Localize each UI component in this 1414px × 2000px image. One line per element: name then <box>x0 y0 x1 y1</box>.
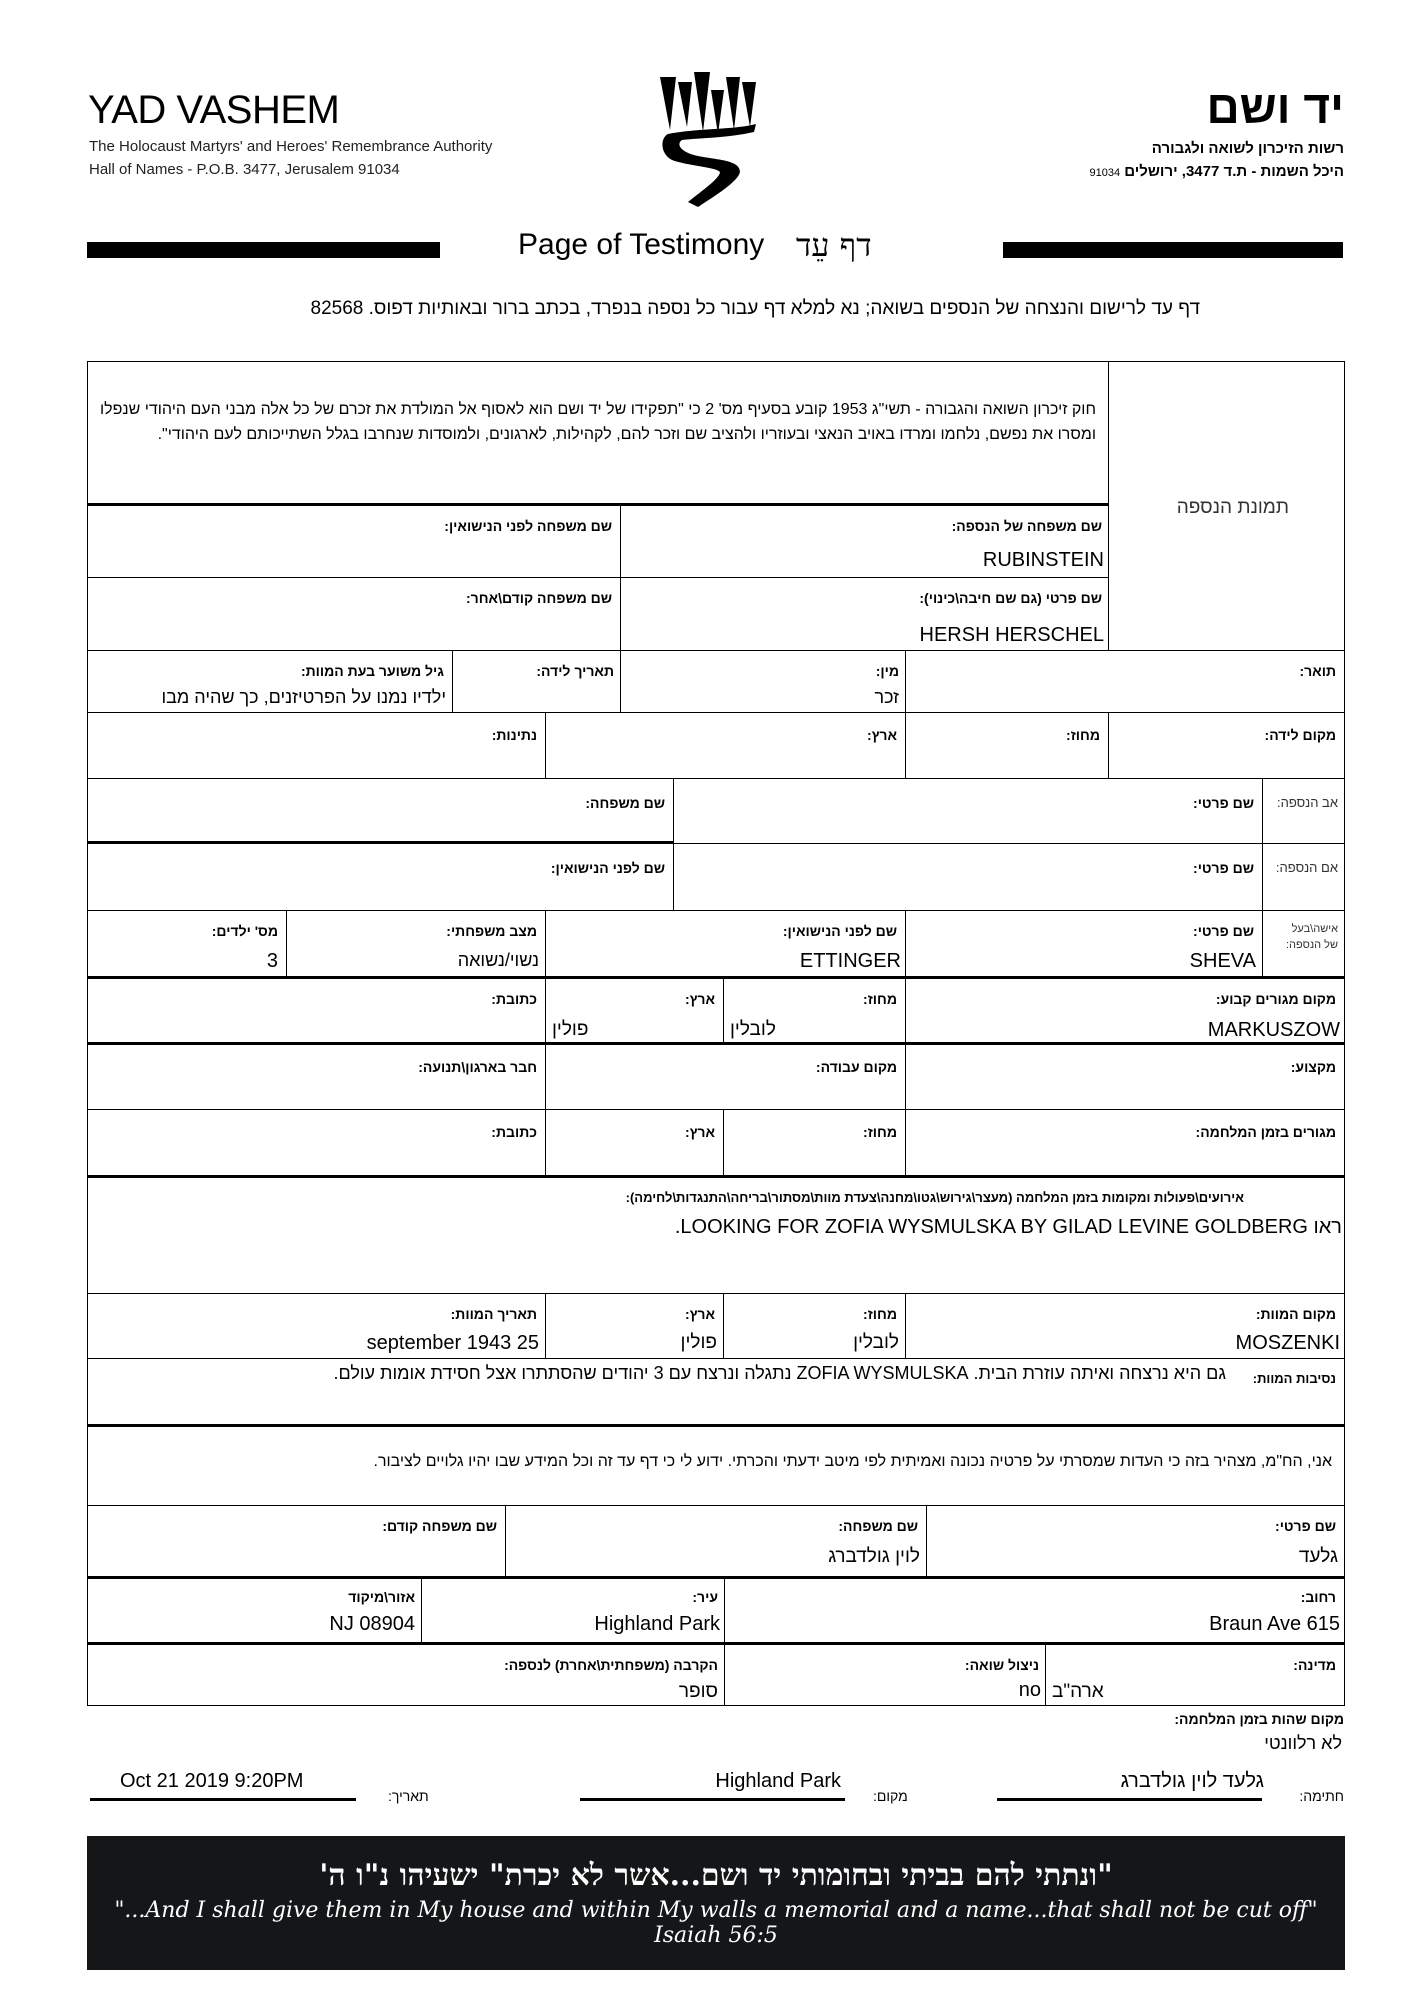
spouse-maiden-name-field[interactable] <box>545 910 906 978</box>
org-name-english: YAD VASHEM <box>88 88 340 132</box>
declaration-text: אני, הח"מ, מצהיר בזה כי העדות שמסרתי על פרטיה נכונה ואמיתית לפי מיטב ידעתי והכרתי. ידוע לי כי דף עד זה וכל המידע שבו יהיו גלויים לציבור. <box>373 1453 1332 1470</box>
label: נסיבות המוות: <box>1252 1371 1336 1386</box>
wartime-residence-field[interactable] <box>905 1109 1345 1177</box>
residence-country-value: פולין <box>552 1019 589 1040</box>
occupation-field[interactable] <box>905 1042 1345 1110</box>
quote-hebrew: "ונתתי להם בביתי ובחומותי יד ושם...אשר לא יכרת" ישעיהו נ"ו ה' <box>319 1858 1113 1893</box>
marital-status-field[interactable] <box>286 910 546 978</box>
wartime-address-field[interactable] <box>87 1109 546 1177</box>
death-country-value: פולין <box>680 1332 717 1353</box>
relation-value: סופר <box>678 1681 718 1702</box>
label: מצב משפחתי: <box>446 923 537 939</box>
submitter-wartime-place-label: מקום שהות בזמן המלחמה: <box>1174 1711 1344 1727</box>
label: שם משפחה קודם\אחר: <box>466 590 612 606</box>
survivor-value: no <box>1018 1679 1041 1701</box>
spouse-row-label-line2: של הנספה: <box>1285 939 1338 951</box>
victim-photo-box[interactable] <box>1108 361 1345 651</box>
spouse-first-name-field[interactable] <box>905 910 1263 978</box>
date-label: תאריך: <box>388 1788 429 1804</box>
label: מחוז: <box>1066 727 1100 743</box>
victim-birth-place-field[interactable] <box>1108 712 1345 779</box>
death-place-field[interactable] <box>905 1293 1345 1359</box>
org-address-hebrew <box>1089 163 1344 180</box>
victim-age-value: ילדיו נמנו על הפרטיזנים, כך שהיה מבו <box>161 687 446 707</box>
label: שם לפני הנישואין: <box>782 923 897 939</box>
relation-field[interactable] <box>87 1642 725 1706</box>
label: כתובת: <box>491 1124 537 1140</box>
submitter-wartime-place-value: לא רלוונטי <box>1264 1733 1342 1753</box>
law-text: חוק זיכרון השואה והגבורה - תשי"ג 1953 קובע בסעיף מס' 2 כי "תפקידו של יד ושם הוא לאסוף אל המולדת את זכרם של כל אלה מבני העם היהודי שנפלו ומסרו את נפשם, נלחמו ומרדו באויב הנאצי ובעוזריו ולהציב שם וזכר להם, לקהילות, לארגונים, ולמוסדות שנחרבו בגלל השתייכותם לעם היהודי". <box>99 401 1096 443</box>
label: אירועים\פעולות ומקומות בזמן המלחמה (מעצר\גירוש\גטו\מחנה\צעדת מוות\מסתור\בריחה\התנגדות\לחימה): <box>625 1190 1244 1205</box>
label: שם פרטי: <box>1193 860 1254 876</box>
death-date-value: september 1943 25 <box>366 1332 539 1354</box>
label: מקום מגורים קבוע: <box>1215 991 1336 1007</box>
wartime-region-field[interactable] <box>723 1109 906 1177</box>
submitter-country-value: ארה"ב <box>1052 1681 1104 1702</box>
signature-line <box>997 1798 1262 1801</box>
wartime-events-field[interactable] <box>87 1175 1345 1294</box>
wartime-events-value: ראו LOOKING FOR ZOFIA WYSMULSKA BY GILAD LEVINE GOLDBERG. <box>674 1216 1342 1238</box>
submitter-country-field[interactable] <box>1045 1642 1345 1706</box>
date-value[interactable]: Oct 21 2019 9:20PM <box>120 1770 304 1792</box>
label: שם פרטי: <box>1193 923 1254 939</box>
victim-birth-date-field[interactable] <box>452 650 621 713</box>
residence-country-field[interactable] <box>545 976 724 1044</box>
label: גיל משוער בעת המוות: <box>300 663 444 679</box>
label: שם משפחה של הנספה: <box>951 518 1102 534</box>
workplace-field[interactable] <box>545 1042 906 1110</box>
label: תואר: <box>1299 663 1336 679</box>
org-address-hebrew-text: היכל השמות - ת.ד 3477, ירושלים <box>1124 163 1344 180</box>
header-right-bar <box>1003 242 1343 258</box>
victim-gender-field[interactable] <box>620 650 906 713</box>
death-country-field[interactable] <box>545 1293 724 1359</box>
children-count-field[interactable] <box>87 910 287 978</box>
label: עיר: <box>692 1589 718 1605</box>
spouse-row-label-cell <box>1262 910 1345 978</box>
father-last-name-field[interactable] <box>87 778 674 844</box>
spouse-row-label-line1: אישה\בעל <box>1291 923 1338 935</box>
submitter-zip-field[interactable] <box>87 1576 422 1643</box>
mother-row-label: אם הנספה: <box>1275 860 1338 875</box>
page-title: Page of Testimony <box>518 228 765 261</box>
date-line <box>90 1798 356 1801</box>
submitter-zip-value: NJ 08904 <box>329 1613 415 1635</box>
residence-region-field[interactable] <box>723 976 906 1044</box>
label: תאריך המוות: <box>450 1306 537 1322</box>
submitter-street-value: Braun Ave 615 <box>1209 1613 1340 1635</box>
residence-address-field[interactable] <box>87 976 546 1044</box>
death-date-field[interactable] <box>87 1293 546 1359</box>
death-place-value: MOSZENKI <box>1235 1332 1340 1354</box>
photo-label: תמונת הנספה <box>1176 497 1289 518</box>
label: מחוז: <box>863 991 897 1007</box>
instructions-text: דף עד לרישום והנצחה של הנספים בשואה; נא למלא דף עבור כל נספה בנפרד, בכתב ברור ובאותיות דפוס. 82568 <box>310 298 1200 319</box>
org-name-hebrew: יד ושם <box>1206 81 1344 133</box>
father-row-label-cell <box>1262 778 1345 844</box>
org-address-english: Hall of Names - P.O.B. 3477, Jerusalem 91034 <box>89 161 400 178</box>
header-left-bar <box>87 242 440 258</box>
label: אזור\מיקוד <box>348 1589 415 1605</box>
submitter-first-name-value: גלעד <box>1298 1546 1338 1567</box>
victim-first-name-value: HERSH HERSCHEL <box>919 624 1104 646</box>
place-value[interactable]: Highland Park <box>715 1770 841 1792</box>
place-line <box>580 1798 845 1801</box>
place-label: מקום: <box>873 1788 908 1804</box>
victim-age-field[interactable] <box>87 650 453 713</box>
label: מקום עבודה: <box>815 1059 897 1075</box>
spouse-first-name-value: SHEVA <box>1189 950 1256 972</box>
label: שם משפחה לפני הנישואין: <box>444 518 612 534</box>
label: שם פרטי: <box>1193 795 1254 811</box>
label: מחוז: <box>863 1124 897 1140</box>
death-region-field[interactable] <box>723 1293 906 1359</box>
submitter-city-field[interactable] <box>421 1576 725 1643</box>
victim-nationality-field[interactable] <box>87 712 546 779</box>
victim-birth-region-field[interactable] <box>905 712 1109 779</box>
submitter-city-value: Highland Park <box>594 1613 720 1635</box>
signature-value[interactable]: גלעד לוין גולדברג <box>1120 1770 1264 1792</box>
victim-birth-country-field[interactable] <box>545 712 906 779</box>
label: ארץ: <box>685 991 715 1007</box>
wartime-country-field[interactable] <box>545 1109 724 1177</box>
label: מקום לידה: <box>1264 727 1336 743</box>
residence-region-value: לובלין <box>730 1019 776 1040</box>
quote-english: "...And I shall give them in My house and within My walls a memorial and a name...that shall not be cut off" Isaiah 56:5 <box>114 1898 1318 1948</box>
submitter-prev-name-field[interactable] <box>87 1505 506 1577</box>
org-subtitle-hebrew: רשות הזיכרון לשואה ולגבורה <box>1151 140 1344 157</box>
death-region-value: לובלין <box>853 1332 899 1353</box>
organization-field[interactable] <box>87 1042 546 1110</box>
signature-label: חתימה: <box>1299 1788 1344 1804</box>
victim-maiden-name-field[interactable] <box>87 505 621 578</box>
survivor-field[interactable] <box>724 1642 1046 1706</box>
victim-last-name-field[interactable] <box>620 505 1109 578</box>
submitter-first-name-field[interactable] <box>926 1505 1345 1577</box>
label: ארץ: <box>685 1306 715 1322</box>
label: שם לפני הנישואין: <box>550 860 665 876</box>
label: ארץ: <box>867 727 897 743</box>
label: ניצול שואה: <box>964 1657 1039 1673</box>
label: מחוז: <box>863 1306 897 1322</box>
victim-prev-name-field[interactable] <box>87 577 621 651</box>
death-circumstances-value: גם היא נרצחה ואיתה עוזרת הבית. ZOFIA WYSMULSKA נתגלה ונרצח עם 3 יהודים שהסתתרו אצל חסידת אומות עולם. <box>333 1363 1226 1383</box>
marital-status-value: נשוי/נשואה <box>457 950 539 970</box>
label: מגורים בזמן המלחמה: <box>1195 1124 1336 1140</box>
submitter-last-name-field[interactable] <box>505 1505 927 1577</box>
yad-vashem-logo-icon <box>658 72 758 207</box>
label: שם פרטי (גם שם חיבה\כינוי): <box>919 590 1102 606</box>
label: מקצוע: <box>1290 1059 1336 1075</box>
residence-place-value: MARKUSZOW <box>1207 1019 1340 1041</box>
victim-first-name-field[interactable] <box>620 577 1109 651</box>
label: מקום המוות: <box>1255 1306 1336 1322</box>
spouse-maiden-name-value: ETTINGER <box>799 950 901 972</box>
children-count-value: 3 <box>266 950 278 972</box>
submitter-last-name-value: לוין גולדברג <box>828 1546 920 1567</box>
label: חבר בארגון\תנועה: <box>418 1059 537 1075</box>
label: תאריך לידה: <box>536 663 614 679</box>
father-row-label: אב הנספה: <box>1276 795 1338 810</box>
victim-gender-value: זכר <box>874 687 899 707</box>
mother-row-label-cell <box>1262 843 1345 911</box>
label: שם משפחה: <box>838 1518 918 1534</box>
footer-quote-band <box>87 1836 1345 1970</box>
page-title-hebrew: דף עֵד <box>796 226 872 264</box>
law-text-box <box>87 361 1109 506</box>
death-circumstances-field[interactable] <box>87 1358 1345 1427</box>
label: הקרבה (משפחתית\אחרת) לנספה: <box>504 1657 718 1673</box>
label: כתובת: <box>491 991 537 1007</box>
label: נתינות: <box>491 727 537 743</box>
label: שם פרטי: <box>1275 1518 1336 1534</box>
declaration-box <box>87 1426 1345 1506</box>
label: רחוב: <box>1300 1589 1336 1605</box>
org-address-zip: 91034 <box>1089 167 1121 179</box>
label: שם משפחה: <box>585 795 665 811</box>
submitter-street-field[interactable] <box>724 1576 1345 1643</box>
label: מין: <box>875 663 899 679</box>
residence-place-field[interactable] <box>905 976 1345 1044</box>
victim-title-field[interactable] <box>905 650 1345 713</box>
mother-maiden-name-field[interactable] <box>87 843 674 911</box>
label: ארץ: <box>685 1124 715 1140</box>
org-subtitle-english: The Holocaust Martyrs' and Heroes' Remembrance Authority <box>89 138 493 155</box>
label: מס' ילדים: <box>211 923 278 939</box>
mother-first-name-field[interactable] <box>673 843 1263 911</box>
victim-last-name-value: RUBINSTEIN <box>982 549 1104 571</box>
label: שם משפחה קודם: <box>382 1518 497 1534</box>
label: מדינה: <box>1293 1657 1336 1673</box>
father-first-name-field[interactable] <box>673 778 1263 844</box>
